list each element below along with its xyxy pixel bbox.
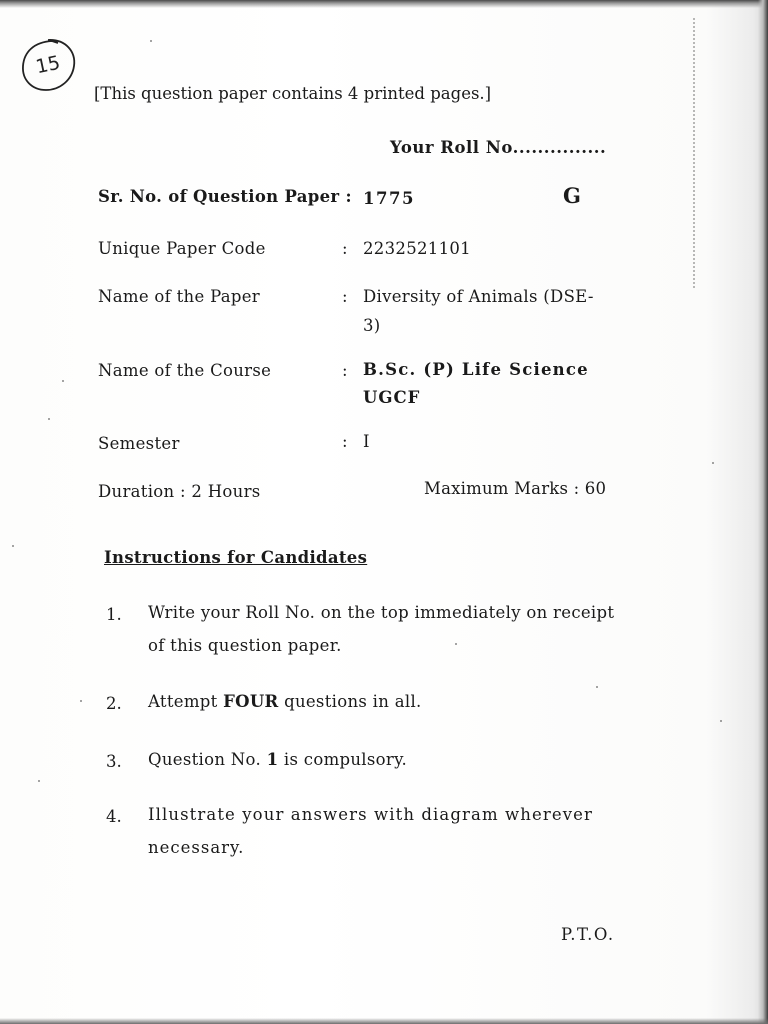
scan-speck — [12, 545, 14, 547]
colon: : — [342, 287, 348, 306]
scan-speck — [712, 462, 714, 464]
scan-speck — [596, 686, 598, 688]
sr-no-value: 1775 — [363, 189, 415, 208]
handwritten-page-number: 15 — [18, 36, 78, 94]
instruction-1-line2: of this question paper. — [148, 636, 342, 655]
duration: Duration : 2 Hours — [98, 482, 261, 501]
maximum-marks: Maximum Marks : 60 — [424, 479, 607, 498]
scan-speck — [720, 720, 722, 722]
colon: : — [342, 239, 348, 258]
printed-pages-note: [This question paper contains 4 printed pages.] — [94, 84, 492, 103]
semester-label: Semester — [98, 434, 180, 453]
colon: : — [342, 432, 348, 451]
instruction-4-line1: Illustrate your answers with diagram wherever — [148, 805, 593, 824]
sr-no-label: Sr. No. of Question Paper : — [98, 187, 352, 206]
roll-number-field: Your Roll No............... — [390, 138, 607, 157]
unique-code-label: Unique Paper Code — [98, 239, 266, 258]
course-value: B.Sc. (P) Life Science — [363, 360, 589, 379]
course-value-cont: UGCF — [363, 388, 421, 407]
scan-speck — [62, 380, 64, 382]
instruction-2: Attempt FOUR questions in all. — [148, 692, 422, 711]
paper-name-label: Name of the Paper — [98, 287, 260, 306]
pto-footer: P.T.O. — [561, 925, 615, 944]
paper-name-value: Diversity of Animals (DSE- — [363, 287, 594, 306]
scan-speck — [38, 780, 40, 782]
instruction-number: 2. — [106, 694, 122, 713]
instruction-3: Question No. 1 is compulsory. — [148, 750, 408, 769]
scan-speck — [80, 700, 82, 702]
scan-noise — [693, 18, 701, 288]
unique-code-value: 2232521101 — [363, 239, 471, 258]
page-top-edge — [0, 0, 768, 8]
instruction-4-line2: necessary. — [148, 838, 245, 857]
page-right-edge — [758, 0, 768, 1024]
instruction-1-line1: Write your Roll No. on the top immediately on receipt — [148, 603, 615, 622]
scan-speck — [48, 418, 50, 420]
instruction-number: 4. — [106, 807, 122, 826]
set-code: G — [563, 183, 581, 208]
paper-name-value-cont: 3) — [363, 316, 381, 335]
instructions-heading: Instructions for Candidates — [104, 548, 368, 567]
scan-speck — [150, 40, 152, 42]
instruction-number: 1. — [106, 605, 122, 624]
page-bottom-edge — [0, 1018, 768, 1024]
semester-value: I — [363, 432, 370, 451]
scan-speck — [455, 643, 457, 645]
instruction-number: 3. — [106, 752, 122, 771]
course-label: Name of the Course — [98, 361, 272, 380]
colon: : — [342, 361, 348, 380]
